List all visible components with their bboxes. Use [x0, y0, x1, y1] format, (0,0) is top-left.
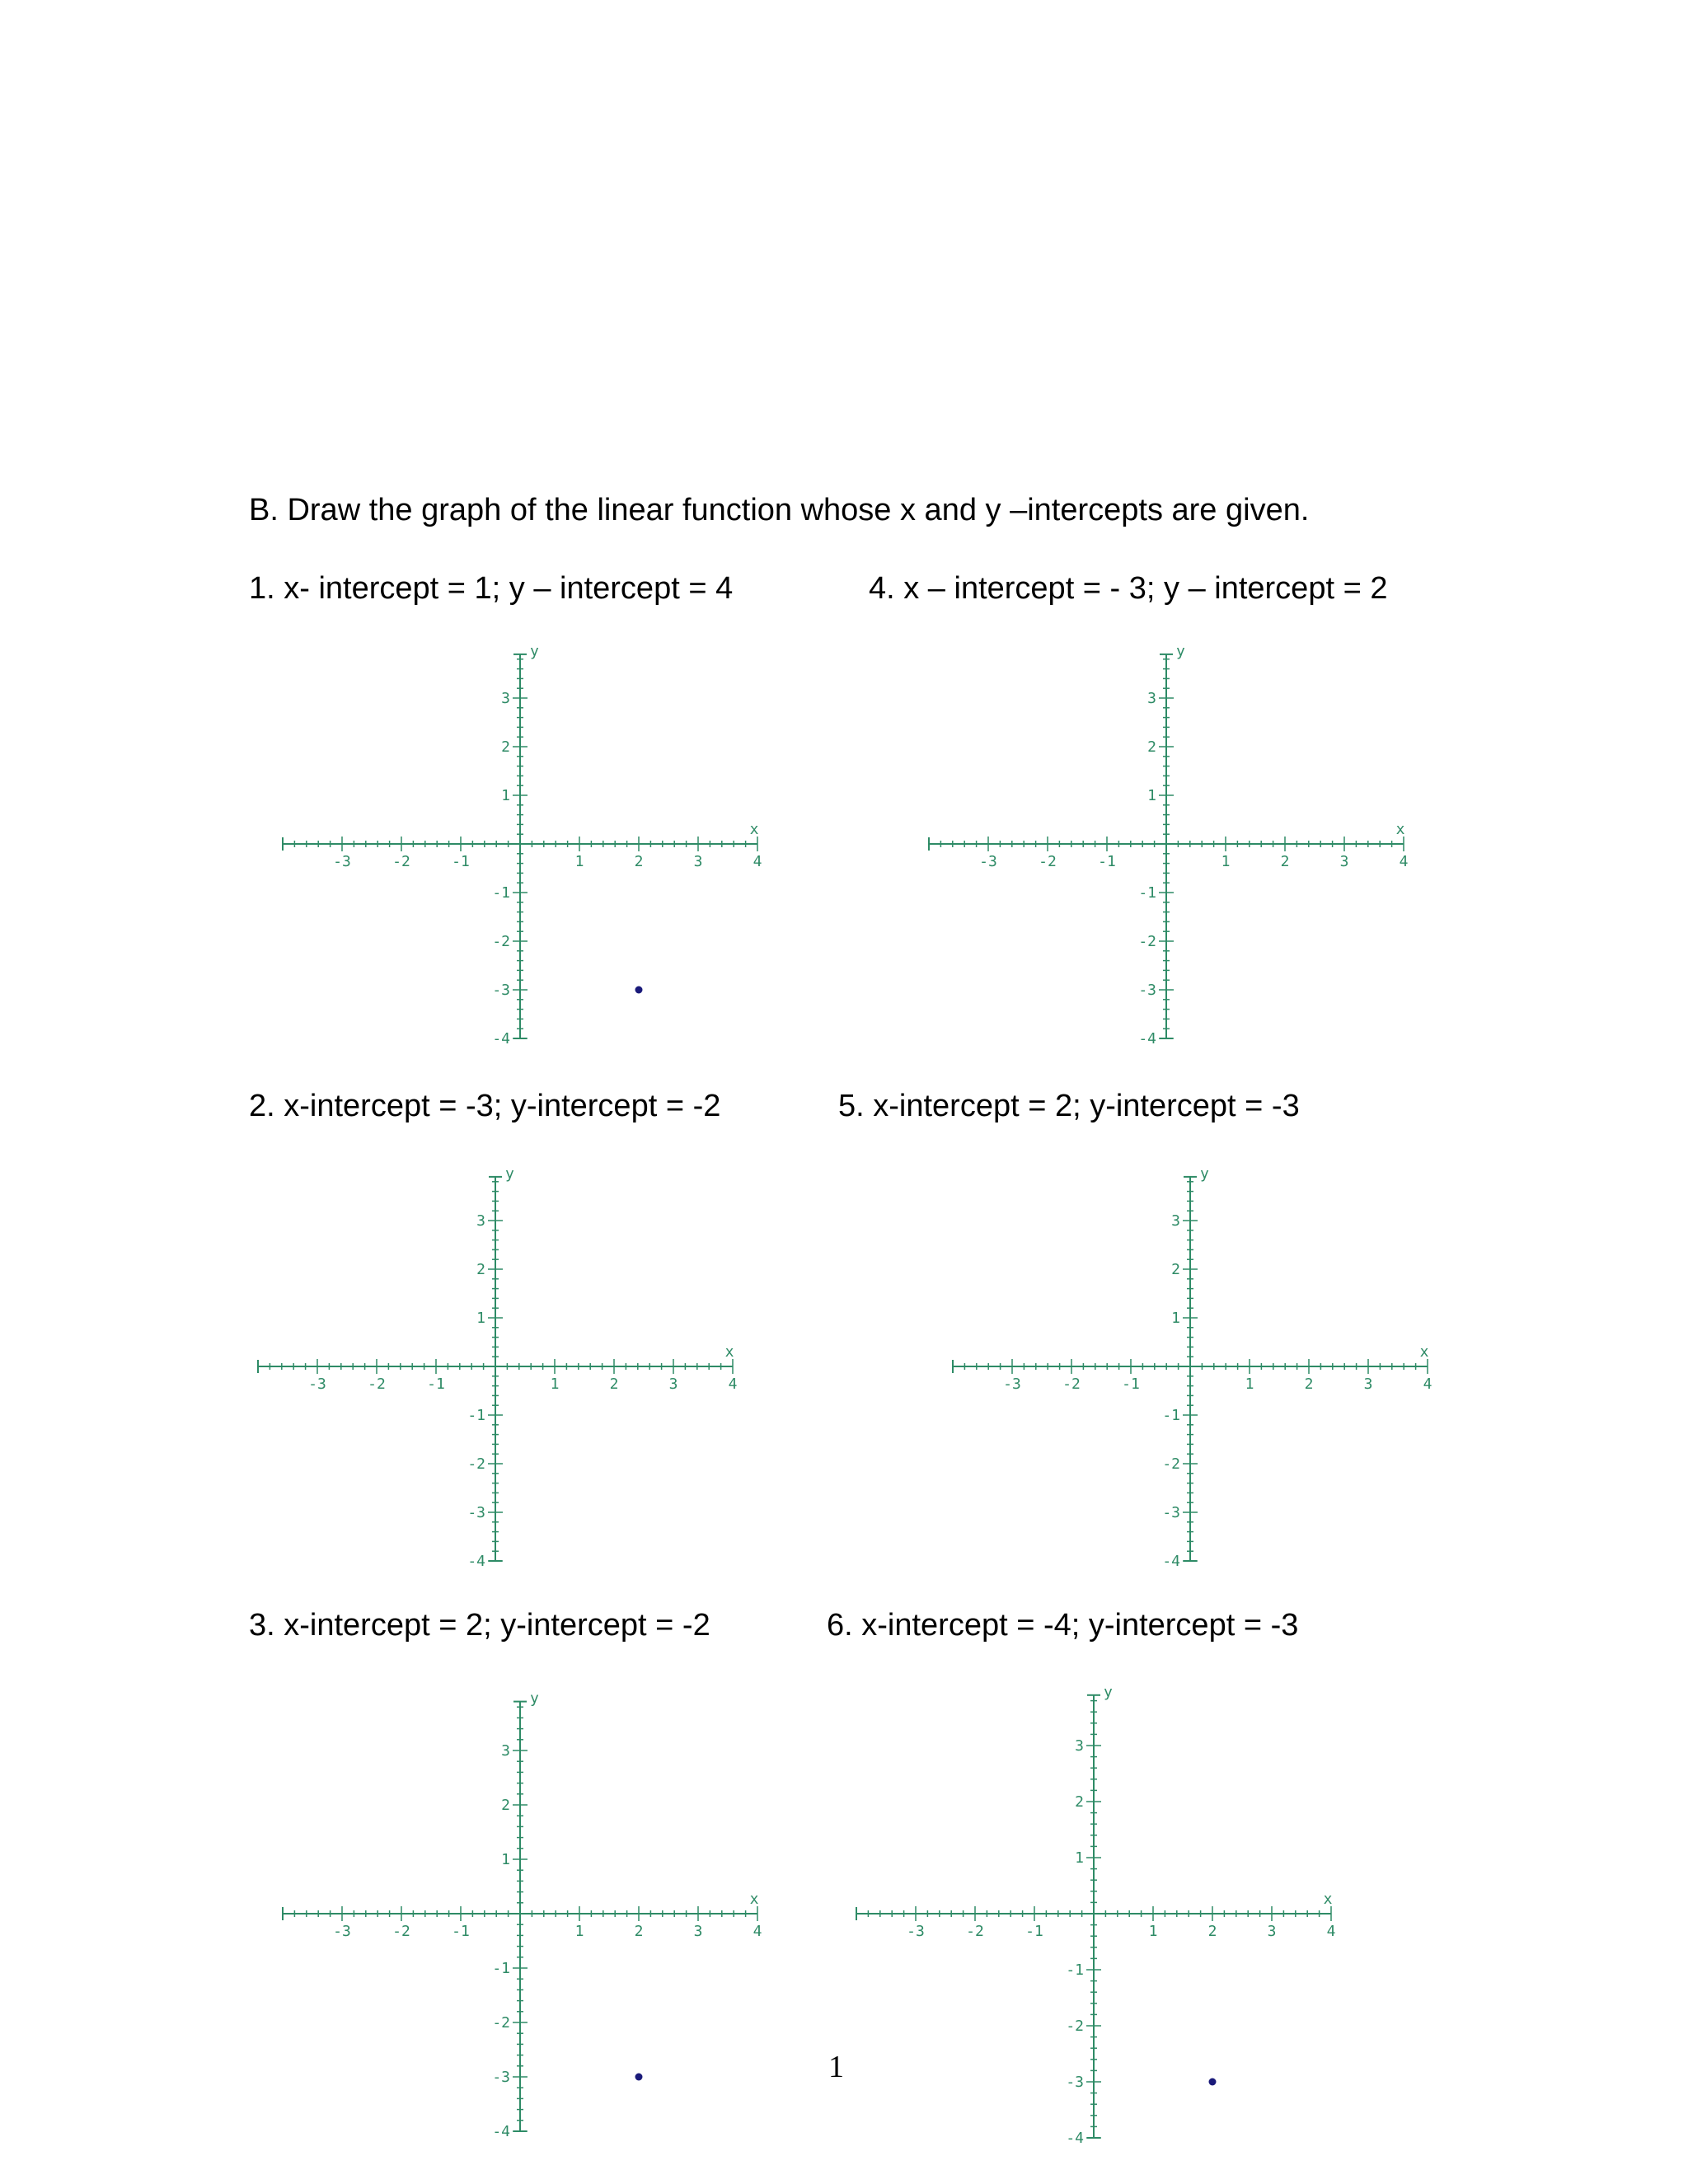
graph-6[interactable] [841, 1683, 1352, 2148]
x-axis-label: x [749, 1891, 759, 1908]
x-tick-label: 3 [668, 1376, 678, 1393]
y-tick-label: -1 [1162, 1407, 1180, 1424]
y-tick-label: -1 [1066, 1961, 1084, 1979]
y-tick-label: 1 [1075, 1849, 1084, 1867]
y-tick-label: -1 [492, 884, 510, 902]
y-tick-label: 1 [1171, 1310, 1180, 1327]
problem-4: 4. x – intercept = - 3; y – intercept = 2 [869, 571, 1388, 606]
marked-point [635, 987, 643, 994]
y-tick-label: -4 [1138, 1030, 1156, 1047]
x-tick-label: 2 [1280, 853, 1290, 870]
x-tick-label: 3 [1339, 853, 1349, 870]
y-axis-label: y [530, 1690, 539, 1708]
y-tick-label: -3 [492, 2069, 510, 2086]
y-tick-label: 2 [1075, 1793, 1084, 1811]
y-tick-label: -3 [492, 982, 510, 999]
y-tick-label: -1 [492, 1960, 510, 1977]
y-tick-label: -2 [1066, 2018, 1084, 2035]
y-tick-label: -2 [492, 2014, 510, 2032]
x-axis-label: x [1323, 1891, 1333, 1908]
x-axis-label: x [1419, 1343, 1429, 1361]
y-tick-label: 3 [501, 690, 510, 707]
problem-2: 2. x-intercept = -3; y-intercept = -2 [249, 1089, 721, 1123]
y-tick-label: -2 [492, 933, 510, 950]
x-tick-label: 1 [1221, 853, 1231, 870]
y-tick-label: 3 [1171, 1212, 1180, 1230]
x-tick-label: -3 [979, 853, 997, 870]
x-tick-label: 3 [1267, 1923, 1277, 1940]
y-tick-label: 2 [1147, 738, 1156, 756]
x-tick-label: 2 [634, 853, 644, 870]
x-tick-label: 1 [1245, 1376, 1254, 1393]
x-tick-label: 2 [634, 1923, 644, 1940]
y-tick-label: 3 [1075, 1737, 1084, 1755]
x-tick-label: -1 [1098, 853, 1116, 870]
y-tick-label: -1 [1138, 884, 1156, 902]
y-tick-label: -3 [1138, 982, 1156, 999]
x-tick-label: 4 [1423, 1376, 1432, 1393]
y-tick-label: 1 [501, 1851, 510, 1868]
y-tick-label: 2 [476, 1261, 485, 1278]
y-tick-label: -2 [1138, 933, 1156, 950]
page-number: 1 [828, 2050, 844, 2084]
y-axis-label: y [1104, 1683, 1113, 1701]
marked-point [1209, 2079, 1217, 2086]
graph-5[interactable] [945, 1165, 1456, 1569]
y-axis-label: y [530, 642, 539, 660]
y-tick-label: -4 [1162, 1553, 1180, 1570]
x-tick-label: -1 [427, 1376, 445, 1393]
y-tick-label: -1 [467, 1407, 485, 1424]
x-tick-label: 4 [1326, 1923, 1336, 1940]
marked-point [635, 2074, 643, 2081]
x-axis-label: x [724, 1343, 734, 1361]
y-tick-label: -4 [467, 1553, 485, 1570]
x-axis-label: x [749, 821, 759, 838]
y-tick-label: -3 [1162, 1504, 1180, 1521]
x-tick-label: 4 [753, 853, 762, 870]
problem-6: 6. x-intercept = -4; y-intercept = -3 [827, 1608, 1299, 1643]
y-tick-label: 3 [476, 1212, 485, 1230]
x-tick-label: 4 [728, 1376, 738, 1393]
x-tick-label: -2 [1062, 1376, 1081, 1393]
x-tick-label: 1 [574, 853, 584, 870]
x-tick-label: -3 [907, 1923, 925, 1940]
y-tick-label: 3 [501, 1742, 510, 1760]
x-tick-label: 3 [693, 853, 703, 870]
y-tick-label: 2 [501, 738, 510, 756]
problem-5: 5. x-intercept = 2; y-intercept = -3 [838, 1089, 1300, 1123]
x-tick-label: -3 [333, 1923, 351, 1940]
x-tick-label: 3 [1363, 1376, 1373, 1393]
y-tick-label: -3 [467, 1504, 485, 1521]
x-tick-label: 2 [1207, 1923, 1217, 1940]
x-tick-label: 2 [609, 1376, 619, 1393]
problem-1: 1. x- intercept = 1; y – intercept = 4 [249, 571, 734, 606]
x-tick-label: -1 [452, 853, 470, 870]
x-tick-label: -2 [392, 1923, 410, 1940]
y-tick-label: 2 [501, 1797, 510, 1814]
y-tick-label: 3 [1147, 690, 1156, 707]
y-tick-label: 1 [476, 1310, 485, 1327]
graph-1[interactable] [274, 643, 785, 1047]
y-tick-label: 1 [1147, 787, 1156, 804]
x-tick-label: -1 [1122, 1376, 1140, 1393]
x-tick-label: -2 [392, 853, 410, 870]
x-axis-label: x [1395, 821, 1405, 838]
x-tick-label: 1 [574, 1923, 584, 1940]
section-heading: B. Draw the graph of the linear function whose x and y –intercepts are given. [249, 493, 1310, 527]
problem-3: 3. x-intercept = 2; y-intercept = -2 [249, 1608, 710, 1643]
x-tick-label: -3 [1003, 1376, 1021, 1393]
graph-2[interactable] [250, 1165, 761, 1569]
y-tick-label: -4 [492, 1030, 510, 1047]
y-axis-label: y [1176, 642, 1185, 660]
y-tick-label: -2 [1162, 1455, 1180, 1473]
x-tick-label: 3 [693, 1923, 703, 1940]
y-axis-label: y [505, 1165, 514, 1183]
y-axis-label: y [1200, 1165, 1209, 1183]
x-tick-label: 1 [550, 1376, 560, 1393]
y-tick-label: -2 [467, 1455, 485, 1473]
x-tick-label: -3 [308, 1376, 326, 1393]
x-tick-label: -1 [452, 1923, 470, 1940]
graph-3[interactable] [274, 1691, 785, 2153]
y-tick-label: -4 [492, 2123, 510, 2140]
x-tick-label: -3 [333, 853, 351, 870]
x-tick-label: -1 [1025, 1923, 1043, 1940]
x-tick-label: 4 [1399, 853, 1409, 870]
x-tick-label: -2 [966, 1923, 984, 1940]
graph-4[interactable] [921, 643, 1432, 1047]
x-tick-label: 2 [1304, 1376, 1314, 1393]
y-tick-label: 2 [1171, 1261, 1180, 1278]
x-tick-label: -2 [1039, 853, 1057, 870]
y-tick-label: 1 [501, 787, 510, 804]
x-tick-label: -2 [368, 1376, 386, 1393]
y-tick-label: -4 [1066, 2130, 1084, 2147]
x-tick-label: 1 [1148, 1923, 1158, 1940]
x-tick-label: 4 [753, 1923, 762, 1940]
y-tick-label: -3 [1066, 2074, 1084, 2091]
